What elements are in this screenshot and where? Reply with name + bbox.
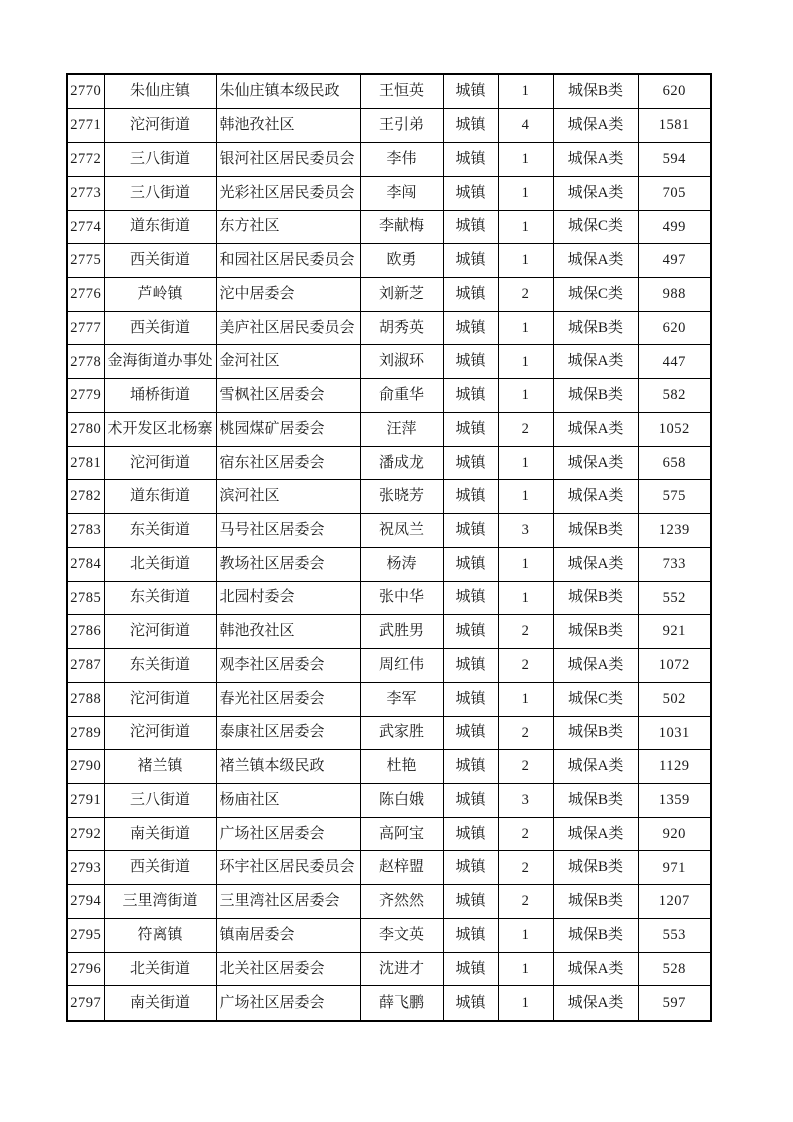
street-town: 三里湾街道: [104, 885, 216, 919]
amount: 528: [638, 952, 711, 986]
amount: 733: [638, 547, 711, 581]
person-name: 李文英: [360, 918, 443, 952]
residence-type: 城镇: [443, 480, 498, 514]
benefit-category: 城保A类: [553, 986, 638, 1021]
benefit-category: 城保A类: [553, 345, 638, 379]
person-name: 刘新芝: [360, 277, 443, 311]
community: 环宇社区居民委员会: [216, 851, 360, 885]
table-row: [67, 851, 711, 885]
community: 金河社区: [216, 345, 360, 379]
community: 美庐社区居民委员会: [216, 311, 360, 345]
residence-type: 城镇: [443, 885, 498, 919]
residence-type: 城镇: [443, 851, 498, 885]
person-count: 1: [498, 918, 553, 952]
amount: 988: [638, 277, 711, 311]
row-id: 2771: [67, 109, 104, 143]
table-row: [67, 682, 711, 716]
table-row: [67, 244, 711, 278]
street-town: 东关街道: [104, 649, 216, 683]
person-name: 胡秀英: [360, 311, 443, 345]
amount: 575: [638, 480, 711, 514]
row-id: 2787: [67, 649, 104, 683]
table-row: [67, 952, 711, 986]
amount: 499: [638, 210, 711, 244]
residence-type: 城镇: [443, 581, 498, 615]
community: 北关社区居委会: [216, 952, 360, 986]
person-count: 1: [498, 210, 553, 244]
row-id: 2793: [67, 851, 104, 885]
residence-type: 城镇: [443, 412, 498, 446]
amount: 502: [638, 682, 711, 716]
person-count: 1: [498, 379, 553, 413]
person-count: 2: [498, 885, 553, 919]
street-town: 金海街道办事处: [104, 345, 216, 379]
amount: 447: [638, 345, 711, 379]
person-name: 高阿宝: [360, 817, 443, 851]
amount: 594: [638, 143, 711, 177]
residence-type: 城镇: [443, 109, 498, 143]
benefit-category: 城保A类: [553, 547, 638, 581]
person-count: 2: [498, 649, 553, 683]
amount: 497: [638, 244, 711, 278]
row-id: 2776: [67, 277, 104, 311]
table-row: [67, 480, 711, 514]
row-id: 2784: [67, 547, 104, 581]
residence-type: 城镇: [443, 750, 498, 784]
person-count: 2: [498, 851, 553, 885]
community: 杨庙社区: [216, 783, 360, 817]
residence-type: 城镇: [443, 514, 498, 548]
person-name: 王恒英: [360, 74, 443, 109]
street-town: 沱河街道: [104, 682, 216, 716]
residence-type: 城镇: [443, 74, 498, 109]
benefit-category: 城保B类: [553, 379, 638, 413]
amount: 552: [638, 581, 711, 615]
amount: 921: [638, 615, 711, 649]
person-count: 3: [498, 514, 553, 548]
amount: 1052: [638, 412, 711, 446]
amount: 1129: [638, 750, 711, 784]
street-town: 西关街道: [104, 851, 216, 885]
person-name: 张晓芳: [360, 480, 443, 514]
table-row: [67, 649, 711, 683]
residence-type: 城镇: [443, 817, 498, 851]
street-town: 术开发区北杨寨: [104, 412, 216, 446]
street-town: 沱河街道: [104, 716, 216, 750]
person-name: 王引弟: [360, 109, 443, 143]
residence-type: 城镇: [443, 379, 498, 413]
person-count: 3: [498, 783, 553, 817]
residence-type: 城镇: [443, 952, 498, 986]
benefit-category: 城保B类: [553, 581, 638, 615]
street-town: 符离镇: [104, 918, 216, 952]
benefit-category: 城保B类: [553, 514, 638, 548]
amount: 1359: [638, 783, 711, 817]
table-row: [67, 783, 711, 817]
residence-type: 城镇: [443, 986, 498, 1021]
person-name: 李闯: [360, 176, 443, 210]
amount: 1207: [638, 885, 711, 919]
table-row: [67, 277, 711, 311]
street-town: 三八街道: [104, 783, 216, 817]
table-row: [67, 74, 711, 109]
person-name: 杨涛: [360, 547, 443, 581]
residence-type: 城镇: [443, 547, 498, 581]
row-id: 2791: [67, 783, 104, 817]
person-count: 2: [498, 750, 553, 784]
person-name: 李献梅: [360, 210, 443, 244]
benefit-category: 城保A类: [553, 750, 638, 784]
community: 银河社区居民委员会: [216, 143, 360, 177]
table-row: [67, 817, 711, 851]
amount: 1239: [638, 514, 711, 548]
table-row: [67, 311, 711, 345]
row-id: 2773: [67, 176, 104, 210]
person-count: 2: [498, 412, 553, 446]
person-name: 张中华: [360, 581, 443, 615]
table-body: [67, 74, 711, 1021]
row-id: 2786: [67, 615, 104, 649]
person-name: 周红伟: [360, 649, 443, 683]
street-town: 沱河街道: [104, 109, 216, 143]
benefit-category: 城保B类: [553, 783, 638, 817]
row-id: 2792: [67, 817, 104, 851]
amount: 1581: [638, 109, 711, 143]
benefit-category: 城保A类: [553, 109, 638, 143]
street-town: 三八街道: [104, 143, 216, 177]
person-count: 1: [498, 176, 553, 210]
residence-type: 城镇: [443, 446, 498, 480]
residence-type: 城镇: [443, 649, 498, 683]
table-row: [67, 750, 711, 784]
person-count: 1: [498, 986, 553, 1021]
community: 镇南居委会: [216, 918, 360, 952]
street-town: 南关街道: [104, 817, 216, 851]
residence-type: 城镇: [443, 918, 498, 952]
amount: 705: [638, 176, 711, 210]
person-count: 4: [498, 109, 553, 143]
street-town: 埇桥街道: [104, 379, 216, 413]
amount: 1072: [638, 649, 711, 683]
person-count: 1: [498, 480, 553, 514]
table-row: [67, 446, 711, 480]
street-town: 沱河街道: [104, 446, 216, 480]
person-name: 沈进才: [360, 952, 443, 986]
row-id: 2781: [67, 446, 104, 480]
person-name: 薛飞鹏: [360, 986, 443, 1021]
person-count: 1: [498, 143, 553, 177]
community: 宿东社区居委会: [216, 446, 360, 480]
community: 观李社区居委会: [216, 649, 360, 683]
row-id: 2770: [67, 74, 104, 109]
community: 春光社区居委会: [216, 682, 360, 716]
person-count: 2: [498, 615, 553, 649]
benefit-category: 城保A类: [553, 480, 638, 514]
row-id: 2789: [67, 716, 104, 750]
row-id: 2777: [67, 311, 104, 345]
amount: 553: [638, 918, 711, 952]
amount: 620: [638, 74, 711, 109]
table-row: [67, 210, 711, 244]
table-row: [67, 379, 711, 413]
row-id: 2782: [67, 480, 104, 514]
residence-type: 城镇: [443, 783, 498, 817]
residence-type: 城镇: [443, 277, 498, 311]
person-count: 1: [498, 952, 553, 986]
table-row: [67, 581, 711, 615]
benefit-category: 城保B类: [553, 615, 638, 649]
person-count: 1: [498, 581, 553, 615]
community: 三里湾社区居委会: [216, 885, 360, 919]
residence-type: 城镇: [443, 176, 498, 210]
row-id: 2775: [67, 244, 104, 278]
benefit-category: 城保C类: [553, 210, 638, 244]
amount: 920: [638, 817, 711, 851]
street-town: 南关街道: [104, 986, 216, 1021]
street-town: 芦岭镇: [104, 277, 216, 311]
community: 雪枫社区居委会: [216, 379, 360, 413]
benefit-category: 城保C类: [553, 682, 638, 716]
community: 广场社区居委会: [216, 986, 360, 1021]
person-count: 1: [498, 311, 553, 345]
street-town: 东关街道: [104, 514, 216, 548]
row-id: 2772: [67, 143, 104, 177]
street-town: 三八街道: [104, 176, 216, 210]
table-row: [67, 514, 711, 548]
benefit-category: 城保B类: [553, 74, 638, 109]
person-name: 武家胜: [360, 716, 443, 750]
amount: 582: [638, 379, 711, 413]
person-name: 祝凤兰: [360, 514, 443, 548]
benefit-category: 城保A类: [553, 176, 638, 210]
benefit-category: 城保A类: [553, 446, 638, 480]
amount: 1031: [638, 716, 711, 750]
community: 泰康社区居委会: [216, 716, 360, 750]
row-id: 2778: [67, 345, 104, 379]
street-town: 西关街道: [104, 244, 216, 278]
street-town: 东关街道: [104, 581, 216, 615]
table-row: [67, 345, 711, 379]
person-name: 武胜男: [360, 615, 443, 649]
table-row: [67, 716, 711, 750]
benefit-category: 城保B类: [553, 716, 638, 750]
person-name: 陈白娥: [360, 783, 443, 817]
person-count: 1: [498, 244, 553, 278]
street-town: 褚兰镇: [104, 750, 216, 784]
row-id: 2779: [67, 379, 104, 413]
benefit-category: 城保A类: [553, 244, 638, 278]
row-id: 2780: [67, 412, 104, 446]
street-town: 朱仙庄镇: [104, 74, 216, 109]
table-row: [67, 918, 711, 952]
person-name: 欧勇: [360, 244, 443, 278]
amount: 620: [638, 311, 711, 345]
residence-type: 城镇: [443, 210, 498, 244]
residence-type: 城镇: [443, 615, 498, 649]
row-id: 2785: [67, 581, 104, 615]
row-id: 2797: [67, 986, 104, 1021]
residence-type: 城镇: [443, 143, 498, 177]
benefit-category: 城保A类: [553, 412, 638, 446]
table-row: [67, 547, 711, 581]
residence-type: 城镇: [443, 682, 498, 716]
community: 和园社区居民委员会: [216, 244, 360, 278]
residence-type: 城镇: [443, 311, 498, 345]
community: 广场社区居委会: [216, 817, 360, 851]
community: 东方社区: [216, 210, 360, 244]
residence-type: 城镇: [443, 244, 498, 278]
row-id: 2788: [67, 682, 104, 716]
community: 韩池孜社区: [216, 109, 360, 143]
person-count: 1: [498, 547, 553, 581]
community: 朱仙庄镇本级民政: [216, 74, 360, 109]
benefit-category: 城保B类: [553, 851, 638, 885]
row-id: 2774: [67, 210, 104, 244]
person-count: 1: [498, 74, 553, 109]
amount: 971: [638, 851, 711, 885]
benefit-category: 城保B类: [553, 885, 638, 919]
street-town: 北关街道: [104, 547, 216, 581]
community: 教场社区居委会: [216, 547, 360, 581]
benefit-category: 城保A类: [553, 817, 638, 851]
community: 褚兰镇本级民政: [216, 750, 360, 784]
table-row: [67, 412, 711, 446]
person-count: 1: [498, 446, 553, 480]
person-name: 刘淑环: [360, 345, 443, 379]
person-count: 2: [498, 716, 553, 750]
community: 桃园煤矿居委会: [216, 412, 360, 446]
residence-type: 城镇: [443, 716, 498, 750]
person-count: 1: [498, 682, 553, 716]
street-town: 西关街道: [104, 311, 216, 345]
person-count: 2: [498, 277, 553, 311]
row-id: 2790: [67, 750, 104, 784]
row-id: 2795: [67, 918, 104, 952]
row-id: 2783: [67, 514, 104, 548]
street-town: 道东街道: [104, 480, 216, 514]
person-name: 俞重华: [360, 379, 443, 413]
welfare-records-table: [66, 73, 712, 1022]
amount: 597: [638, 986, 711, 1021]
table-row: [67, 885, 711, 919]
person-count: 1: [498, 345, 553, 379]
person-name: 齐然然: [360, 885, 443, 919]
table-row: [67, 109, 711, 143]
benefit-category: 城保B类: [553, 311, 638, 345]
benefit-category: 城保C类: [553, 277, 638, 311]
community: 马号社区居委会: [216, 514, 360, 548]
table-row: [67, 986, 711, 1021]
street-town: 道东街道: [104, 210, 216, 244]
community: 光彩社区居民委员会: [216, 176, 360, 210]
table-row: [67, 176, 711, 210]
benefit-category: 城保B类: [553, 918, 638, 952]
benefit-category: 城保A类: [553, 143, 638, 177]
person-count: 2: [498, 817, 553, 851]
community: 北园村委会: [216, 581, 360, 615]
benefit-category: 城保A类: [553, 952, 638, 986]
table-row: [67, 143, 711, 177]
person-name: 赵梓盟: [360, 851, 443, 885]
amount: 658: [638, 446, 711, 480]
community: 沱中居委会: [216, 277, 360, 311]
street-town: 沱河街道: [104, 615, 216, 649]
person-name: 李军: [360, 682, 443, 716]
row-id: 2796: [67, 952, 104, 986]
person-name: 汪萍: [360, 412, 443, 446]
benefit-category: 城保A类: [553, 649, 638, 683]
community: 韩池孜社区: [216, 615, 360, 649]
community: 滨河社区: [216, 480, 360, 514]
street-town: 北关街道: [104, 952, 216, 986]
residence-type: 城镇: [443, 345, 498, 379]
person-name: 李伟: [360, 143, 443, 177]
table-row: [67, 615, 711, 649]
person-name: 杜艳: [360, 750, 443, 784]
person-name: 潘成龙: [360, 446, 443, 480]
row-id: 2794: [67, 885, 104, 919]
